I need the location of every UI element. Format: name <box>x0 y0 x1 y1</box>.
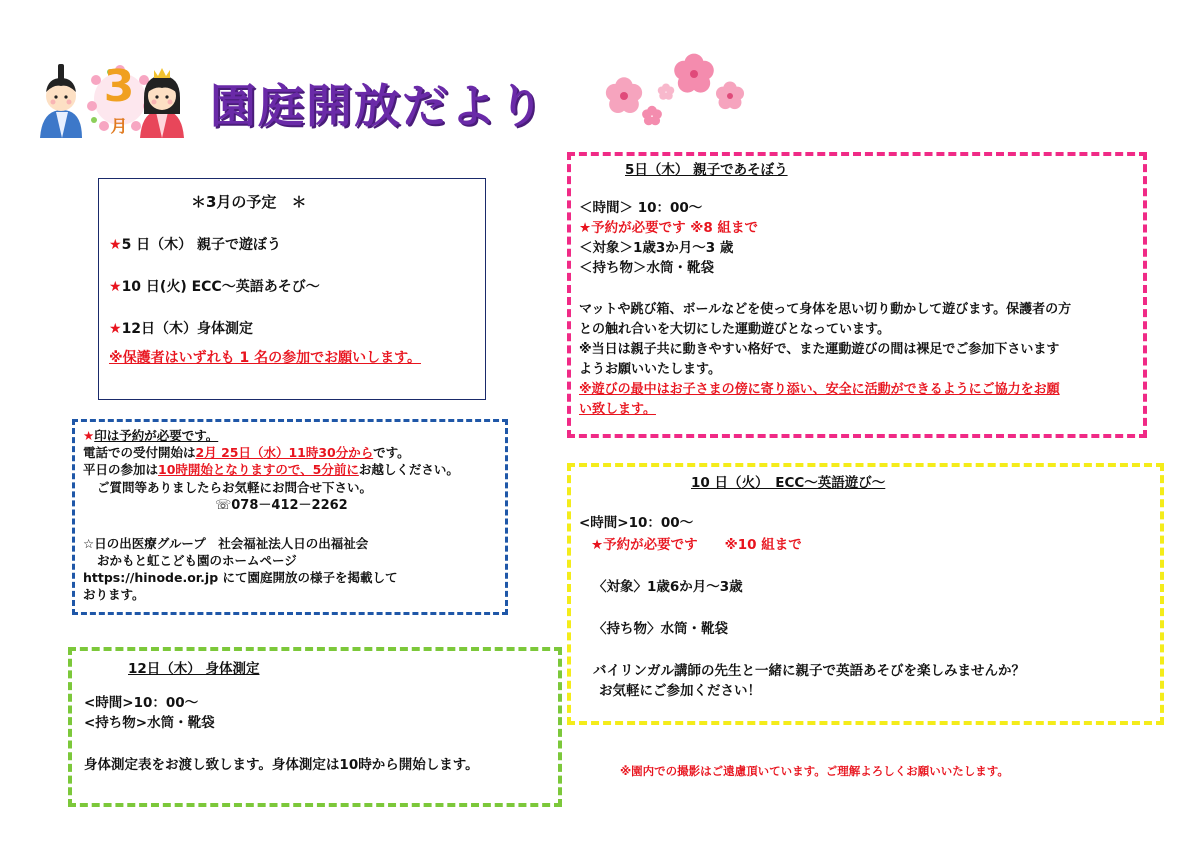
photography-notice: ※園内での撮影はご遠慮頂いています。ご理解よろしくお願いいたします。 <box>620 764 1009 778</box>
notice-line: おります。 <box>83 587 145 602</box>
reservation-notice-box <box>72 419 508 615</box>
body-measurement-box <box>68 647 562 807</box>
ecc-time: <時間>10：00～ <box>579 515 694 531</box>
blossom-icon <box>642 106 662 126</box>
month-number: 3 <box>103 61 135 112</box>
page-title: 園庭開放だより <box>210 79 546 133</box>
ecc-title: 10 日（火） ECC～英語遊び～ <box>691 475 886 491</box>
oyako-target: ＜対象＞1歳3か月～3 歳 <box>579 240 734 256</box>
month-label: 月 <box>110 117 128 137</box>
oyako-warning: い致します。 <box>579 402 656 417</box>
sokutei-description: 身体測定表をお渡し致します。身体測定は10時から開始します。 <box>84 757 479 773</box>
oyako-time: ＜時間＞ 10：00～ <box>579 200 703 216</box>
oyako-warning: ※遊びの最中はお子さまの傍に寄り添い、安全に活動ができるようにご協力をお願 <box>579 382 1060 397</box>
oyako-description: ようお願いいたします。 <box>579 362 721 377</box>
parent-child-play-box <box>567 152 1147 438</box>
schedule-note: ※保護者はいずれも 1 名の参加でお願いします。 <box>109 350 421 366</box>
sokutei-items: <持ち物>水筒・靴袋 <box>84 715 215 731</box>
oyako-description: ※当日は親子共に動きやすい格好で、また運動遊びの間は裸足でご参加下さいます <box>579 342 1060 357</box>
notice-line: ★印は予約が必要です。 <box>83 428 219 443</box>
sokutei-time: <時間>10：00～ <box>84 695 199 711</box>
schedule-item: ★5 日（木） 親子で遊ぼう <box>109 237 282 253</box>
oyako-title: 5日（木） 親子であそぼう <box>625 162 788 178</box>
ecc-english-play-box <box>567 463 1164 725</box>
ecc-items: 〈持ち物〉水筒・靴袋 <box>593 621 728 637</box>
blossom-icon <box>658 84 675 100</box>
notice-line: ☆日の出医療グループ 社会福祉法人日の出福祉会 <box>83 536 369 551</box>
ecc-description: バイリンガル講師の先生と一緒に親子で英語あそびを楽しみませんか？ <box>593 663 1025 679</box>
oyako-reservation: ★予約が必要です ※8 組まで <box>579 220 759 236</box>
schedule-box <box>98 178 486 400</box>
schedule-title: ＊3月の予定 ＊ <box>191 193 307 211</box>
ecc-reservation: ★予約が必要です ※10 組まで <box>591 537 802 553</box>
notice-line: 電話での受付開始は2月 25日（水）11時30分からです。 <box>83 445 410 460</box>
sokutei-title: 12日（木） 身体測定 <box>128 661 260 677</box>
oyako-items: ＜持ち物＞水筒・靴袋 <box>579 260 714 276</box>
ecc-description: お気軽にご参加ください！ <box>599 683 761 699</box>
website-url: https://hinode.or.jp にて園庭開放の様子を掲載して <box>83 570 398 585</box>
oyako-description: マットや跳び箱、ボールなどを使って身体を思い切り動かして遊びます。保護者の方 <box>579 302 1072 317</box>
schedule-item: ★12日（木）身体測定 <box>109 321 254 337</box>
phone-number: ☏078－412－2262 <box>215 498 348 513</box>
oyako-description: との触れ合いを大切にした運動遊びとなっています。 <box>579 322 890 337</box>
plum-blossom-decoration <box>596 52 756 130</box>
schedule-item: ★10 日(火) ECC～英語あそび～ <box>109 279 320 295</box>
odairi-doll-icon <box>40 64 82 138</box>
notice-line: おかもと虹こども園のホームページ <box>97 553 297 568</box>
notice-line: ご質問等ありましたらお気軽にお問合せ下さい。 <box>97 480 373 495</box>
notice-line: 平日の参加は10時開始となりますので、5分前にお越しください。 <box>83 462 459 477</box>
ecc-target: 〈対象〉1歳6か月～3歳 <box>593 579 743 595</box>
